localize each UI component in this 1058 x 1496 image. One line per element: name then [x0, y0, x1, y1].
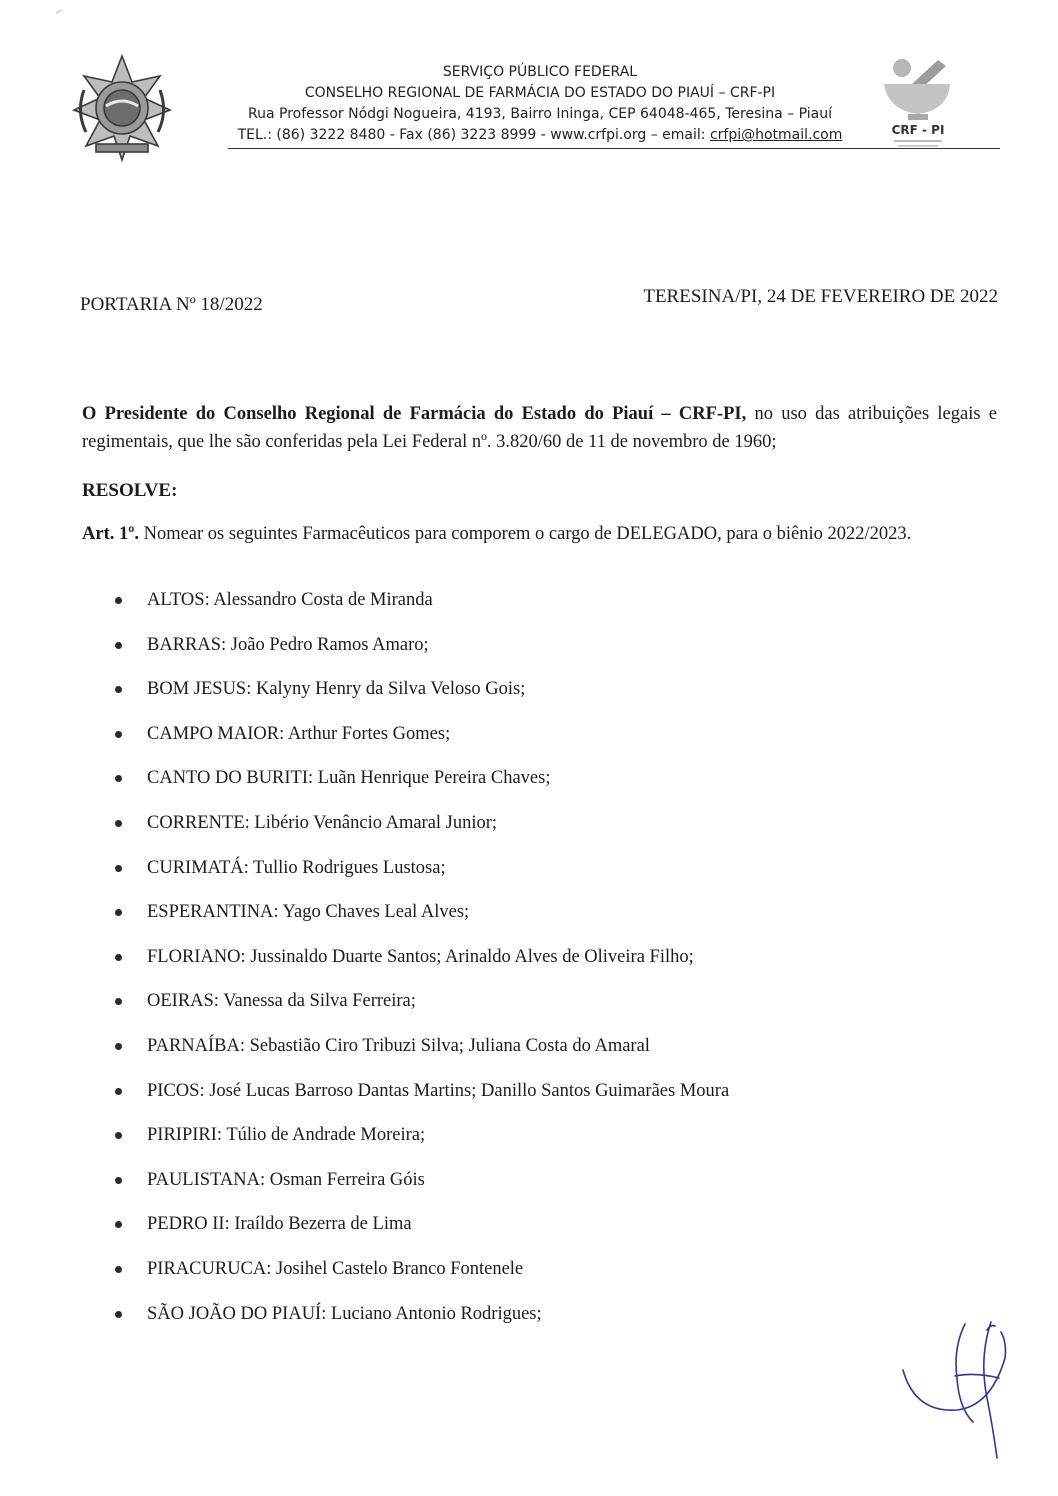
delegate-item — [115, 987, 729, 1032]
delegate-text: PEDRO II: Iraíldo Bezerra de Lima — [147, 1214, 412, 1235]
delegate-item — [115, 898, 729, 943]
bullet-icon — [115, 1311, 122, 1318]
delegate-item — [115, 943, 729, 988]
header-line-2: CONSELHO REGIONAL DE FARMÁCIA DO ESTADO DO PIAUÍ – CRF-PI — [304, 85, 776, 101]
delegate-item — [115, 854, 729, 899]
mortar-pestle-icon — [872, 54, 964, 154]
delegate-text: FLORIANO: Jussinaldo Duarte Santos; Arinaldo Alves de Oliveira Filho; — [147, 946, 694, 967]
delegate-text: ALTOS: Alessandro Costa de Miranda — [147, 590, 433, 610]
brazil-coat-of-arms-icon — [66, 52, 178, 164]
header-email-link[interactable]: crfpi@hotmail.com — [709, 127, 843, 143]
header-line-1: SERVIÇO PÚBLICO FEDERAL — [442, 64, 638, 80]
delegate-text: CAMPO MAIOR: Arthur Fortes Gomes; — [147, 723, 451, 744]
bullet-icon — [115, 1043, 122, 1050]
bullet-icon — [115, 731, 122, 738]
delegate-text: PARNAÍBA: Sebastião Ciro Tribuzi Silva; Juliana Costa do Amaral — [147, 1035, 650, 1056]
delegate-item — [115, 809, 729, 854]
header-line-4 — [190, 125, 890, 146]
logo-text: CRF - PI — [891, 123, 945, 137]
delegate-text: SÃO JOÃO DO PIAUÍ: Luciano Antonio Rodrigues; — [147, 1303, 542, 1324]
bullet-icon — [115, 954, 122, 961]
delegate-item — [115, 1166, 729, 1211]
scan-speck — [56, 10, 64, 14]
intro-paragraph — [82, 400, 997, 456]
delegate-item — [115, 764, 729, 809]
bullet-icon — [115, 820, 122, 827]
bullet-icon — [115, 642, 122, 649]
header-line-3: Rua Professor Nódgi Nogueira, 4193, Bairro Ininga, CEP 64048-465, Teresina – Piauí — [248, 106, 832, 122]
article-1 — [82, 520, 997, 548]
delegate-item — [115, 675, 729, 720]
article-text: Nomear os seguintes Farmacêuticos para comporem o cargo de DELEGADO, para o biênio 2022/2023. — [138, 524, 912, 544]
resolve-heading: RESOLVE: — [82, 480, 178, 501]
delegate-item — [115, 1300, 729, 1345]
document-date: TERESINA/PI, 24 DE FEVEREIRO DE 2022 — [643, 286, 998, 307]
bullet-icon — [115, 998, 122, 1005]
article-label: Art. 1º. — [82, 524, 139, 544]
delegate-text: CURIMATÁ: Tullio Rodrigues Lustosa; — [147, 857, 446, 878]
bullet-icon — [115, 1266, 122, 1273]
bullet-icon — [115, 775, 122, 782]
bullet-icon — [115, 1132, 122, 1139]
signature — [895, 1318, 1035, 1468]
delegate-item — [115, 1077, 729, 1122]
letterhead — [190, 62, 890, 146]
delegate-item — [115, 1255, 729, 1300]
delegate-text: BOM JESUS: Kalyny Henry da Silva Veloso Gois; — [147, 679, 526, 700]
bullet-icon — [115, 1177, 122, 1184]
delegate-text: CORRENTE: Libério Venâncio Amaral Junior; — [147, 812, 498, 833]
delegate-text: CANTO DO BURITI: Luãn Henrique Pereira Chaves; — [147, 768, 551, 789]
bullet-icon — [115, 1088, 122, 1095]
header-contacts: TEL.: (86) 3222 8480 - Fax (86) 3223 8999 - www.crfpi.org – email: — [237, 127, 710, 143]
delegate-text: PAULISTANA: Osman Ferreira Góis — [147, 1169, 425, 1190]
delegate-item — [115, 586, 729, 631]
delegate-item — [115, 720, 729, 765]
delegate-item — [115, 1210, 729, 1255]
delegate-item — [115, 1032, 729, 1077]
delegate-text: PICOS: José Lucas Barroso Dantas Martins; Danillo Santos Guimarães Moura — [147, 1080, 730, 1101]
delegate-item — [115, 631, 729, 676]
delegates-list — [115, 586, 729, 1344]
delegate-text: PIRIPIRI: Túlio de Andrade Moreira; — [147, 1125, 426, 1146]
delegate-item — [115, 1121, 729, 1166]
delegate-text: BARRAS: João Pedro Ramos Amaro; — [147, 634, 429, 655]
delegate-text: PIRACURUCA: Josihel Castelo Branco Fontenele — [147, 1258, 524, 1279]
document-number: PORTARIA Nº 18/2022 — [80, 294, 263, 315]
intro-bold: O Presidente do Conselho Regional de Farmácia do Estado do Piauí – CRF-PI, — [82, 404, 747, 424]
bullet-icon — [115, 597, 122, 604]
bullet-icon — [115, 865, 122, 872]
delegate-text: ESPERANTINA: Yago Chaves Leal Alves; — [147, 902, 470, 923]
bullet-icon — [115, 909, 122, 916]
bullet-icon — [115, 1221, 122, 1228]
intro-text: no uso das atribuições legais e regimentais, que lhe são conferidas pela Lei Federal nº. 3.820/60 de 11 de novembro de 1960; — [82, 404, 998, 452]
delegate-text: OEIRAS: Vanessa da Silva Ferreira; — [147, 991, 416, 1012]
bullet-icon — [115, 686, 122, 693]
